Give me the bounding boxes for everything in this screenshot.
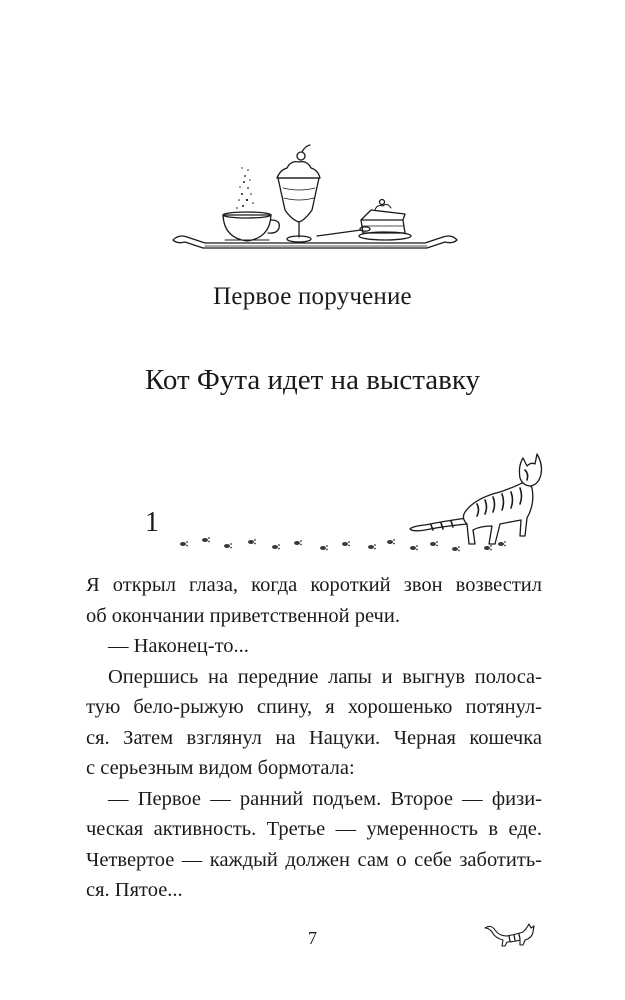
text-line: — Наконец-то...	[108, 635, 249, 657]
part-title: Первое поручение	[213, 283, 412, 310]
paragraph-2	[86, 631, 542, 662]
text-line: ся. Затем взглянул на Нацуки. Черная кошечка	[86, 726, 542, 749]
chapter-title: Кот Фута идет на выставку	[144, 364, 481, 396]
paragraph-4	[86, 784, 542, 906]
paragraph-1	[86, 570, 542, 631]
paragraph-3	[86, 662, 542, 784]
section-number: 1	[145, 507, 159, 538]
text-line: тую бело-рыжую спину, я хорошенько потянул-	[86, 696, 542, 718]
text-line: — Первое — ранний подъем. Второе — физи-	[108, 787, 542, 810]
text-line: об окончании приветственной речи.	[86, 604, 400, 627]
tea-tray-illustration	[165, 140, 465, 265]
walking-cat-with-pawprints-illustration	[175, 452, 545, 560]
text-line: Я открыл глаза, когда короткий звон возвестил	[86, 574, 542, 596]
text-line: с серьезным видом бормотала:	[86, 757, 355, 779]
page-number: 7	[308, 928, 317, 948]
text-line: Четвертое — каждый должен сам о себе заботить-	[86, 848, 542, 871]
text-line: ческая активность. Третье — умеренность в еде.	[86, 818, 542, 840]
text-line: ся. Пятое...	[86, 879, 183, 901]
small-cat-icon	[483, 918, 535, 948]
text-line: Опершись на передние лапы и выгнув полоса-	[108, 665, 542, 688]
body-text	[86, 570, 542, 906]
